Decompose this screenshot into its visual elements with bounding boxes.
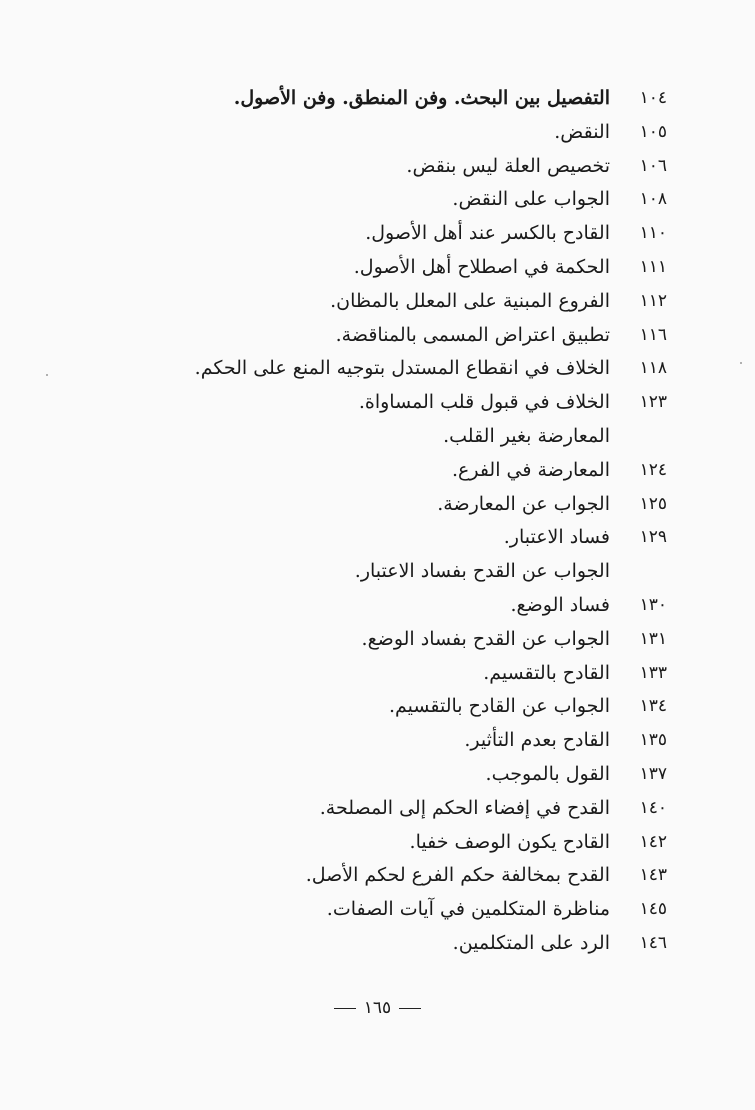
toc-entry bbox=[0, 690, 755, 724]
entry-title: القول بالموجب. bbox=[485, 762, 610, 785]
toc-entry bbox=[0, 82, 755, 116]
toc-entry bbox=[0, 352, 755, 386]
entry-title: تخصيص العلة ليس بنقض. bbox=[406, 154, 610, 177]
entry-title: الجواب على النقض. bbox=[452, 188, 610, 211]
entry-title: تطبيق اعتراض المسمى بالمناقضة. bbox=[335, 323, 610, 346]
entry-title: الجواب عن القدح بفساد الوضع. bbox=[361, 627, 610, 650]
toc-entry bbox=[0, 454, 755, 488]
toc-entry bbox=[0, 859, 755, 893]
toc-entry bbox=[0, 217, 755, 251]
entry-title: الرد على المتكلمين. bbox=[452, 931, 610, 954]
entry-title: القادح بعدم التأثير. bbox=[464, 729, 610, 752]
entry-title: الجواب عن القدح بفساد الاعتبار. bbox=[354, 560, 610, 583]
entry-page-number: ١٢٥ bbox=[639, 493, 667, 514]
entry-title: التفصيل بين البحث. وفن المنطق. وفن الأصول. bbox=[233, 87, 610, 109]
table-of-contents bbox=[0, 82, 755, 961]
toc-entry bbox=[0, 724, 755, 758]
toc-entry bbox=[0, 386, 755, 420]
entry-page-number: ١٤٦ bbox=[639, 932, 667, 953]
entry-title: فساد الاعتبار. bbox=[503, 526, 610, 549]
entry-page-number: ١٤٠ bbox=[639, 797, 667, 818]
toc-entry bbox=[0, 893, 755, 927]
toc-entry bbox=[0, 488, 755, 522]
entry-page-number: ١١٢ bbox=[639, 290, 667, 311]
toc-entry bbox=[0, 150, 755, 184]
entry-title: القدح بمخالفة حكم الفرع لحكم الأصل. bbox=[305, 864, 610, 887]
footer-dash bbox=[334, 1008, 356, 1009]
toc-entry bbox=[0, 555, 755, 589]
entry-page-number: ١٢٣ bbox=[639, 392, 667, 413]
entry-page-number: ١٣٥ bbox=[639, 730, 667, 751]
toc-entry bbox=[0, 251, 755, 285]
entry-page-number: ١٠٤ bbox=[639, 88, 667, 108]
entry-title: مناظرة المتكلمين في آيات الصفات. bbox=[326, 898, 610, 921]
entry-title: القادح بالتقسيم. bbox=[483, 661, 610, 684]
entry-title: المعارضة في الفرع. bbox=[451, 458, 610, 481]
entry-page-number: ١٢٤ bbox=[639, 459, 667, 480]
toc-entry bbox=[0, 792, 755, 826]
entry-page-number: ١٤٣ bbox=[639, 865, 667, 886]
entry-page-number: ١١٦ bbox=[639, 324, 667, 345]
footer-dash bbox=[399, 1008, 421, 1009]
toc-entry bbox=[0, 319, 755, 353]
entry-title: الجواب عن المعارضة. bbox=[437, 492, 610, 515]
entry-title: فساد الوضع. bbox=[510, 593, 610, 616]
entry-page-number: ١٤٢ bbox=[639, 831, 667, 852]
page-footer bbox=[0, 998, 755, 1018]
entry-page-number: ١٣٤ bbox=[639, 696, 667, 717]
entry-page-number: ١١٠ bbox=[639, 223, 667, 244]
entry-page-number: ١٠٨ bbox=[639, 189, 667, 210]
entry-page-number: ١٠٦ bbox=[639, 155, 667, 176]
toc-entry bbox=[0, 116, 755, 150]
entry-title: القادح يكون الوصف خفيا. bbox=[409, 830, 610, 853]
entry-page-number: ١٣١ bbox=[639, 628, 667, 649]
toc-entry bbox=[0, 285, 755, 319]
toc-entry bbox=[0, 183, 755, 217]
page-number: ١٦٥ bbox=[363, 998, 392, 1018]
entry-title: القدح في إفضاء الحكم إلى المصلحة. bbox=[319, 796, 610, 819]
toc-entry bbox=[0, 589, 755, 623]
entry-title: الخلاف في قبول قلب المساواة. bbox=[358, 391, 610, 414]
entry-page-number: ١١١ bbox=[639, 256, 667, 277]
toc-entry bbox=[0, 420, 755, 454]
entry-title: الحكمة في اصطلاح أهل الأصول. bbox=[353, 255, 610, 278]
entry-page-number: ١٤٥ bbox=[639, 899, 667, 920]
toc-entry bbox=[0, 657, 755, 691]
entry-title: الخلاف في انقطاع المستدل بتوجيه المنع على الحكم. bbox=[194, 357, 610, 380]
entry-page-number: ١٠٥ bbox=[639, 121, 667, 142]
entry-title: القادح بالكسر عند أهل الأصول. bbox=[365, 222, 610, 245]
entry-title: النقض. bbox=[554, 120, 610, 143]
entry-title: المعارضة بغير القلب. bbox=[443, 424, 610, 447]
toc-entry bbox=[0, 758, 755, 792]
toc-entry bbox=[0, 623, 755, 657]
entry-title: الجواب عن القادح بالتقسيم. bbox=[388, 695, 610, 718]
entry-title: الفروع المبنية على المعلل بالمظان. bbox=[330, 289, 610, 312]
toc-entry bbox=[0, 927, 755, 961]
toc-entry bbox=[0, 826, 755, 860]
entry-page-number: ١٣٣ bbox=[639, 662, 667, 683]
entry-page-number: ١٢٩ bbox=[639, 527, 667, 548]
entry-page-number: ١٣٧ bbox=[639, 763, 667, 784]
entry-page-number: ١١٨ bbox=[639, 358, 667, 379]
toc-entry bbox=[0, 521, 755, 555]
entry-page-number: ١٣٠ bbox=[639, 594, 667, 615]
